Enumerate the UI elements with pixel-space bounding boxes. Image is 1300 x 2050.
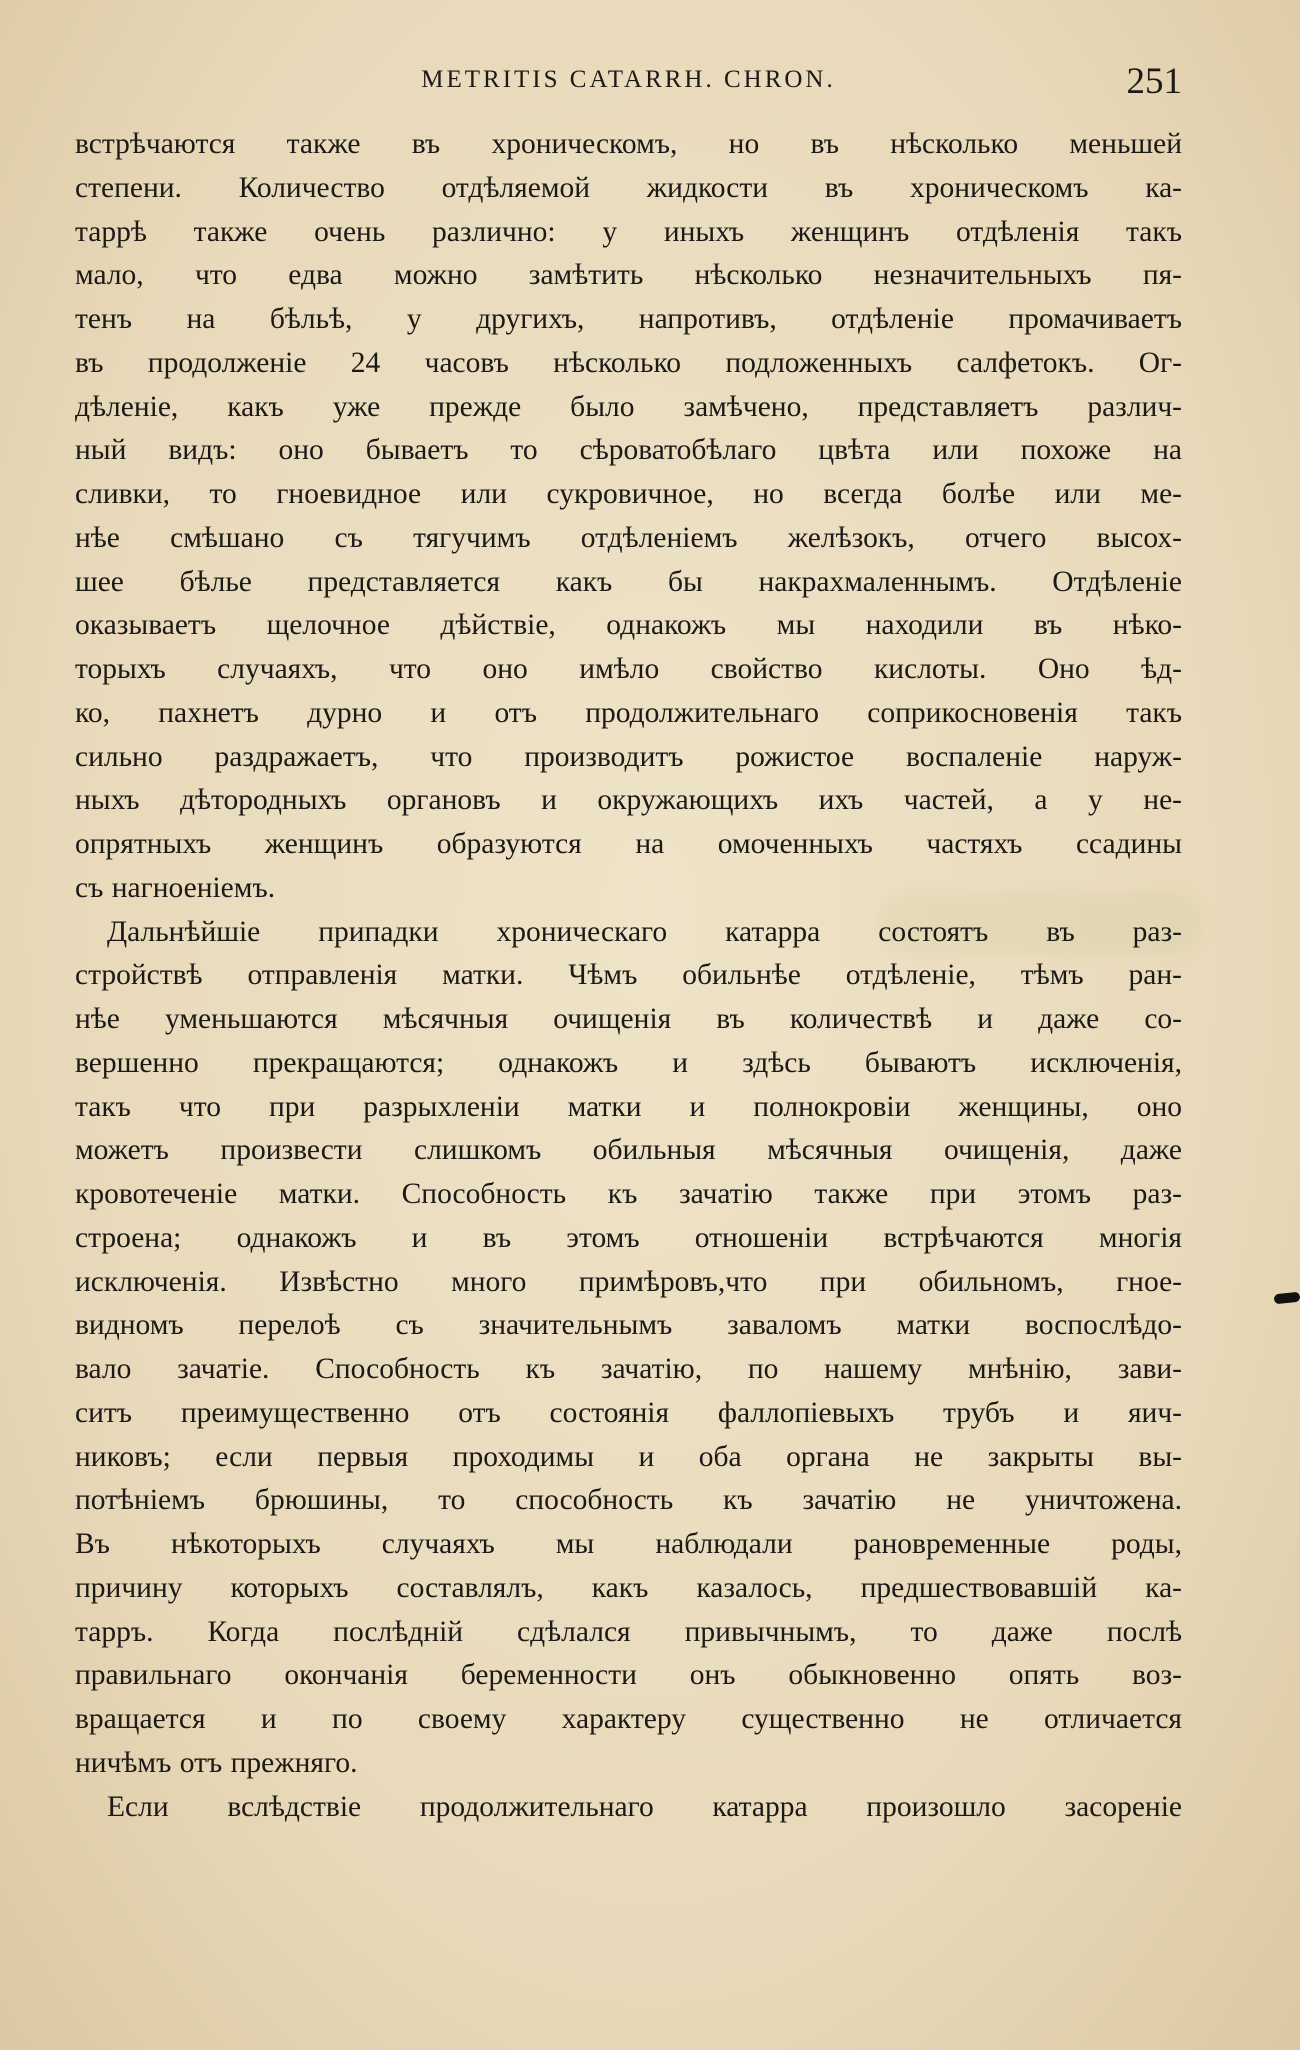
text-line: торыхъ случаяхъ, что оно имѣло свойство кислоты. Оно ѣд- xyxy=(75,653,1182,685)
page-number: 251 xyxy=(1126,61,1182,102)
paragraph xyxy=(75,1786,1182,1830)
margin-ink-mark xyxy=(1274,1292,1300,1305)
text-line: дѣленіе, какъ уже прежде было замѣчено, представляетъ различ- xyxy=(75,390,1182,423)
body-text xyxy=(75,123,1182,1829)
text-line: ко, пахнетъ дурно и отъ продолжительнаго соприкосновенія такъ xyxy=(75,696,1182,729)
paragraph xyxy=(75,911,1182,1786)
text-line: можетъ произвести слишкомъ обильныя мѣсячныя очищенія, даже xyxy=(75,1134,1182,1167)
text-line: ситъ преимущественно отъ состоянія фаллопіевыхъ трубъ и яич- xyxy=(75,1396,1182,1429)
running-title: METRITIS CATARRH. CHRON. xyxy=(421,66,836,93)
text-line: ныхъ дѣтородныхъ органовъ и окружающихъ ихъ частей, а у не- xyxy=(75,784,1182,817)
text-line: кровотеченіе матки. Способность къ зачатію также при этомъ раз- xyxy=(75,1178,1182,1210)
text-line: шее бѣлье представляется какъ бы накрахмаленнымъ. Отдѣленіе xyxy=(75,565,1182,598)
text-line: вращается и по своему характеру существенно не отличается xyxy=(75,1703,1182,1735)
text-line: видномъ перелоѣ съ значительнымъ заваломъ матки воспослѣдо- xyxy=(75,1309,1182,1342)
text-line: потѣніемъ брюшины, то способность къ зачатію не уничтожена. xyxy=(75,1484,1182,1517)
text-line: съ нагноеніемъ. xyxy=(75,871,276,904)
text-line: такъ что при разрыхленіи матки и полнокровіи женщины, оно xyxy=(75,1090,1182,1123)
text-line: сильно раздражаетъ, что производитъ рожистое воспаленіе наруж- xyxy=(75,740,1182,773)
text-line: вало зачатіе. Способность къ зачатію, по нашему мнѣнію, зави- xyxy=(75,1353,1182,1385)
text-line: въ продолженіе 24 часовъ нѣсколько подложенныхъ салфетокъ. Ог- xyxy=(75,346,1182,379)
text-line: тарръ. Когда послѣдній сдѣлался привычнымъ, то даже послѣ xyxy=(75,1615,1182,1648)
paragraph xyxy=(75,123,1182,911)
text-line: таррѣ также очень различно: у иныхъ женщинъ отдѣленія такъ xyxy=(75,215,1182,248)
text-line: никовъ; если первыя проходимы и оба органа не закрыты вы- xyxy=(75,1440,1182,1473)
text-line: ный видъ: оно бываетъ то сѣроватобѣлаго цвѣта или похоже на xyxy=(75,434,1182,467)
text-line: стройствѣ отправленія матки. Чѣмъ обильнѣе отдѣленіе, тѣмъ ран- xyxy=(75,959,1182,992)
text-line: Въ нѣкоторыхъ случаяхъ мы наблюдали рановременные роды, xyxy=(75,1528,1182,1560)
text-line: мало, что едва можно замѣтить нѣсколько незначительныхъ пя- xyxy=(75,259,1182,292)
text-line: нѣе смѣшано съ тягучимъ отдѣленіемъ желѣзокъ, отчего высох- xyxy=(75,521,1182,554)
text-line: встрѣчаются также въ хроническомъ, но въ нѣсколько меньшей xyxy=(75,128,1182,160)
page-header xyxy=(75,60,1182,110)
text-line: опрятныхъ женщинъ образуются на омоченныхъ частяхъ ссадины xyxy=(75,828,1182,860)
text-line: степени. Количество отдѣляемой жидкости въ хроническомъ ка- xyxy=(75,171,1182,204)
text-line: строена; однакожъ и въ этомъ отношеніи встрѣчаются многія xyxy=(75,1221,1182,1254)
text-line: оказываетъ щелочное дѣйствіе, однакожъ мы находили въ нѣко- xyxy=(75,609,1182,642)
text-line: ничѣмъ отъ прежняго. xyxy=(75,1746,358,1779)
text-line: тенъ на бѣльѣ, у другихъ, напротивъ, отдѣленіе промачиваетъ xyxy=(75,303,1182,335)
text-line: Если вслѣдствіе продолжительнаго катарра произошло засореніе xyxy=(107,1790,1182,1823)
text-line: правильнаго окончанія беременности онъ обыкновенно опять воз- xyxy=(75,1659,1182,1692)
text-line: нѣе уменьшаются мѣсячныя очищенія въ количествѣ и даже со- xyxy=(75,1003,1182,1035)
text-line: причину которыхъ составлялъ, какъ казалось, предшествовавшій ка- xyxy=(75,1571,1182,1604)
text-line: сливки, то гноевидное или сукровичное, но всегда болѣе или ме- xyxy=(75,478,1182,510)
text-line: Дальнѣйшіе припадки хроническаго катарра состоятъ въ раз- xyxy=(107,915,1182,948)
text-line: вершенно прекращаются; однакожъ и здѣсь бываютъ исключенія, xyxy=(75,1046,1182,1079)
text-line: исключенія. Извѣстно много примѣровъ,что при обильномъ, гное- xyxy=(75,1265,1182,1298)
